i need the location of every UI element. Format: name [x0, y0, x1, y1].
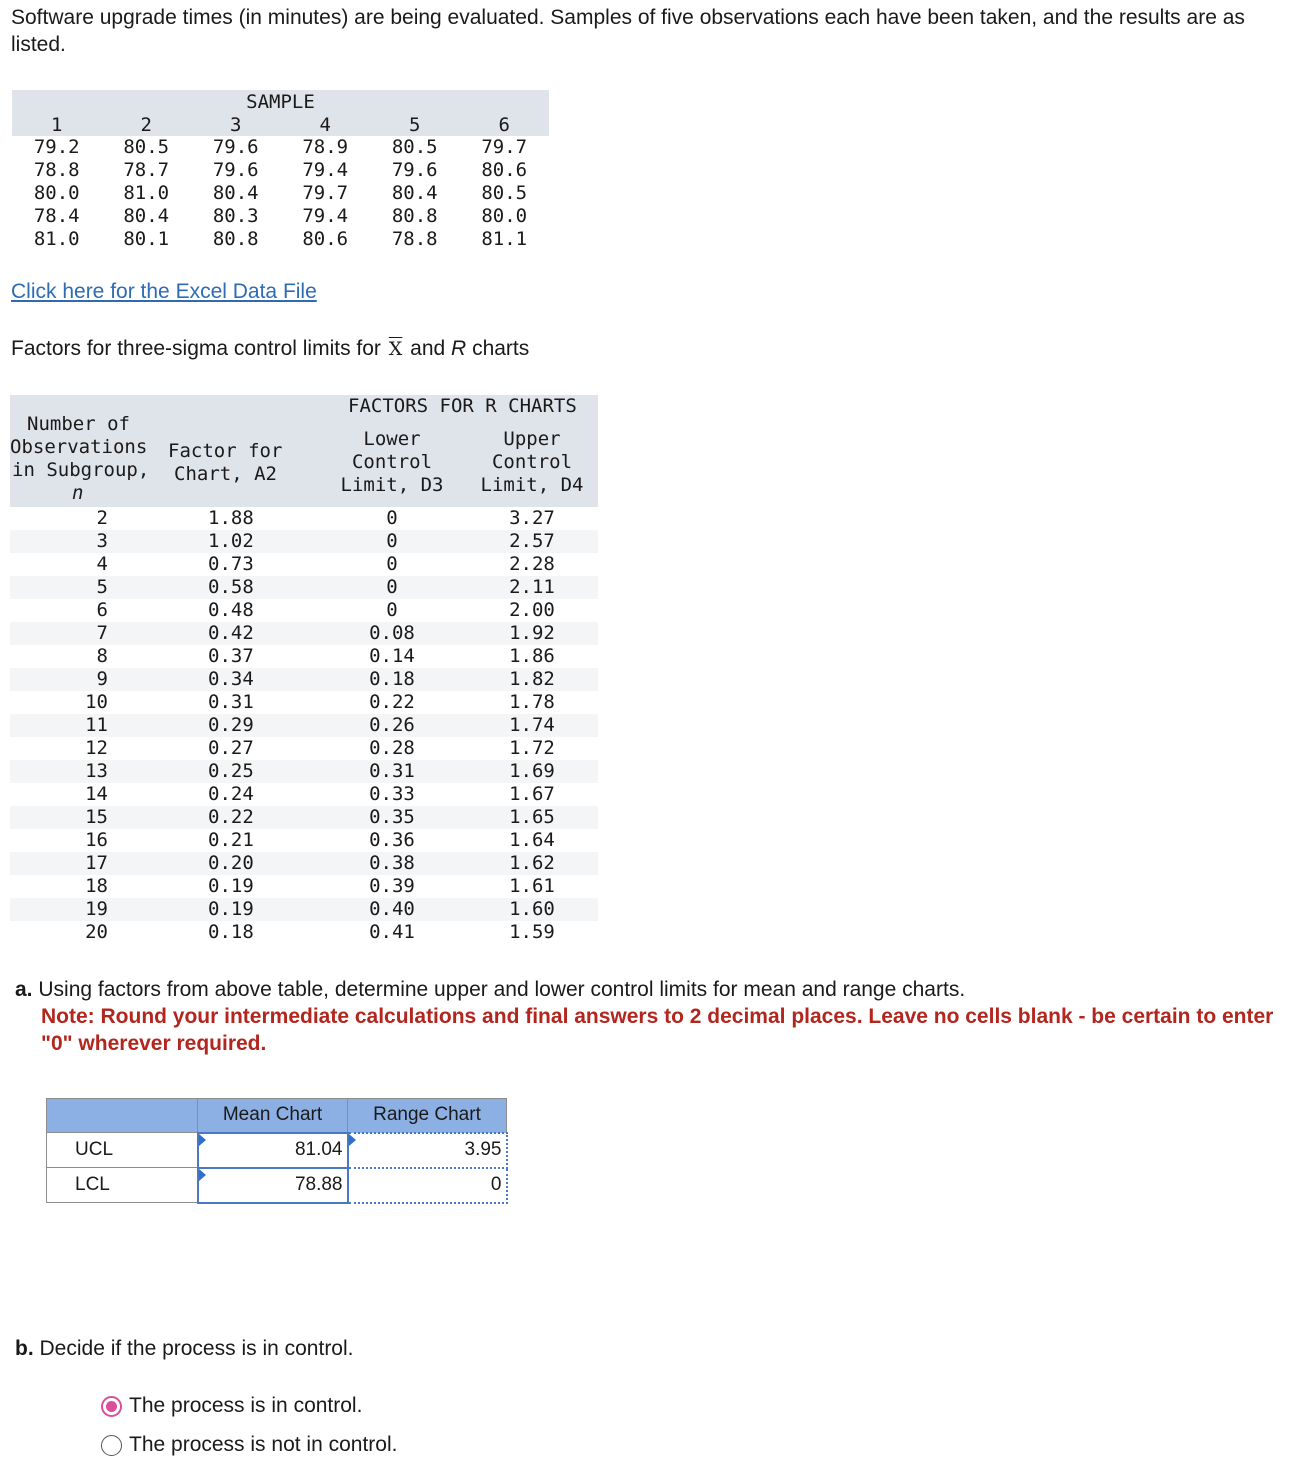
sample-cell: 79.4: [302, 205, 349, 227]
radio-selected-icon[interactable]: [101, 1396, 122, 1417]
header-r-group: [318, 395, 598, 418]
factor-n-cell: 18: [85, 875, 108, 897]
lcl-mean-value: 78.88: [294, 1174, 343, 1195]
header-n-line: Observations: [10, 436, 148, 458]
lcl-range-input[interactable]: [348, 1168, 507, 1203]
sample-cell: 78.4: [33, 205, 80, 227]
sample-cell: 80.4: [123, 205, 170, 227]
factor-d4-cell: 1.86: [509, 645, 555, 667]
factor-d3-cell: 0: [386, 599, 398, 621]
lcl-mean-input[interactable]: [198, 1168, 348, 1203]
factor-d3-cell: 0: [386, 507, 398, 529]
answer-table: [46, 1098, 508, 1204]
factor-a2-cell: 0.19: [208, 898, 254, 920]
factor-d3-cell: 0.26: [369, 714, 415, 736]
factor-n-cell: 15: [85, 806, 108, 828]
ucl-mean-value: 81.04: [294, 1139, 343, 1160]
sample-col-header: 5: [409, 113, 421, 136]
factor-d3-cell: 0.40: [369, 898, 415, 920]
answer-flag-icon: [199, 1134, 206, 1146]
table-row: [10, 576, 598, 599]
factor-d4-cell: 1.82: [509, 668, 555, 690]
factor-d3-cell: 0.18: [369, 668, 415, 690]
factor-n-cell: 14: [85, 783, 108, 805]
ucl-range-value: 3.95: [464, 1139, 502, 1160]
factors-table: [10, 395, 598, 944]
sample-group-header-row: [12, 90, 549, 113]
factor-d4-cell: 2.28: [509, 553, 555, 575]
header-a2: [166, 395, 318, 507]
header-n-line: Number of: [27, 413, 130, 435]
answer-row-ucl: [47, 1133, 507, 1168]
lcl-range-value: 0: [490, 1174, 502, 1195]
factor-d3-cell: 0.31: [369, 760, 415, 782]
table-row: [10, 668, 598, 691]
table-row: [10, 783, 598, 806]
xbar-symbol: $\overline{X}$: [388, 338, 403, 360]
factor-d4-cell: 1.65: [509, 806, 555, 828]
ucl-mean-input[interactable]: [198, 1133, 348, 1168]
factor-n-cell: 3: [96, 530, 108, 552]
table-row: [10, 714, 598, 737]
header-n-line: in Subgroup,: [12, 459, 150, 481]
factor-d4-cell: 1.72: [509, 737, 555, 759]
sample-table: [12, 90, 549, 251]
factor-n-cell: 6: [96, 599, 108, 621]
table-row: [10, 507, 598, 530]
factor-a2-cell: 0.25: [208, 760, 254, 782]
sample-column-header-row: [12, 113, 549, 136]
sample-cell: 80.8: [212, 228, 259, 250]
sample-col-header: 4: [319, 113, 331, 136]
sample-col-header: 1: [51, 113, 63, 136]
table-row: [10, 806, 598, 829]
part-b: [15, 1337, 354, 1361]
sample-cell: 79.2: [33, 136, 80, 158]
answer-flag-icon: [349, 1134, 356, 1146]
sample-cell: 79.6: [212, 136, 259, 158]
sample-cell: 80.1: [123, 228, 170, 250]
sample-cell: 78.8: [391, 228, 438, 250]
factor-n-cell: 11: [85, 714, 108, 736]
header-d4-line: Limit, D4: [480, 474, 584, 496]
factor-n-cell: 17: [85, 852, 108, 874]
sample-cell: 79.4: [302, 159, 349, 181]
factor-d3-cell: 0.36: [369, 829, 415, 851]
factor-d3-cell: 0: [386, 576, 398, 598]
header-d4-line: Control: [491, 451, 573, 473]
header-d3-line: Control: [351, 451, 433, 473]
answer-header-row: [47, 1099, 507, 1133]
header-d3-line: Limit, D3: [340, 474, 444, 496]
factor-d4-cell: 1.78: [509, 691, 555, 713]
table-row: [12, 205, 549, 228]
sample-col-header: 6: [498, 113, 510, 136]
factors-body: [10, 507, 598, 944]
sample-cell: 78.7: [123, 159, 170, 181]
factor-d4-cell: 1.62: [509, 852, 555, 874]
sample-cell: 80.5: [123, 136, 170, 158]
sample-cell: 79.6: [212, 159, 259, 181]
factor-n-cell: 8: [96, 645, 108, 667]
sample-cell: 81.0: [33, 228, 80, 250]
table-row: [10, 553, 598, 576]
factor-d4-cell: 3.27: [509, 507, 555, 529]
header-d4-line: Upper: [503, 428, 561, 450]
part-b-label: b.: [15, 1337, 34, 1360]
table-row: [12, 159, 549, 182]
sample-cell: 79.7: [481, 136, 528, 158]
header-d3: [318, 418, 466, 507]
factor-a2-cell: 0.73: [208, 553, 254, 575]
sample-cell: 80.5: [481, 182, 528, 204]
part-a-text: Using factors from above table, determine upper and lower control limits for mean and range charts.: [38, 978, 966, 1001]
answer-header-blank: [47, 1099, 198, 1133]
factor-a2-cell: 0.58: [208, 576, 254, 598]
row-label-ucl: UCL: [47, 1133, 198, 1168]
factor-d4-cell: 1.67: [509, 783, 555, 805]
radio-unselected-icon[interactable]: [101, 1435, 122, 1456]
factor-a2-cell: 0.31: [208, 691, 254, 713]
table-row: [10, 737, 598, 760]
sample-cell: 80.0: [33, 182, 80, 204]
sample-cell: 80.5: [391, 136, 438, 158]
factor-d3-cell: 0.33: [369, 783, 415, 805]
factor-n-cell: 19: [85, 898, 108, 920]
intro-text: Software upgrade times (in minutes) are being evaluated. Samples of five observations each have been taken, and the results are as listed.: [11, 6, 1245, 56]
factor-d4-cell: 1.59: [509, 921, 555, 943]
option-in-control[interactable]: [101, 1394, 362, 1418]
factor-n-cell: 12: [85, 737, 108, 759]
factor-d3-cell: 0.38: [369, 852, 415, 874]
part-a: [15, 976, 1275, 1057]
factor-d4-cell: 1.74: [509, 714, 555, 736]
factor-d3-cell: 0: [386, 530, 398, 552]
factor-d3-cell: 0.22: [369, 691, 415, 713]
factor-n-cell: 5: [96, 576, 108, 598]
header-a2-line: Chart, A2: [174, 463, 277, 485]
sample-cell: 80.4: [212, 182, 259, 204]
sample-cell: 80.3: [212, 205, 259, 227]
sample-cell: 80.4: [391, 182, 438, 204]
answer-flag-icon: [199, 1169, 206, 1181]
factor-d3-cell: 0.14: [369, 645, 415, 667]
factor-n-cell: 20: [85, 921, 108, 943]
factor-n-cell: 9: [96, 668, 108, 690]
option-not-in-control[interactable]: [101, 1433, 397, 1457]
factor-a2-cell: 0.34: [208, 668, 254, 690]
answer-row-lcl: [47, 1168, 507, 1203]
header-d3-line: Lower: [363, 428, 421, 450]
sample-cell: 79.7: [302, 182, 349, 204]
factor-d4-cell: 1.92: [509, 622, 555, 644]
option-label: The process is not in control.: [129, 1433, 398, 1456]
header-n-symbol: n: [72, 482, 84, 504]
factors-header-row: [10, 395, 598, 418]
sample-cell: 81.0: [123, 182, 170, 204]
factor-a2-cell: 0.48: [208, 599, 254, 621]
factor-d4-cell: 2.00: [509, 599, 555, 621]
sample-group-header: SAMPLE: [246, 90, 315, 113]
header-d4: [466, 418, 598, 507]
table-row: [10, 829, 598, 852]
factor-a2-cell: 0.20: [208, 852, 254, 874]
factor-d3-cell: 0.08: [369, 622, 415, 644]
sample-cell: 79.6: [391, 159, 438, 181]
part-b-text: Decide if the process is in control.: [39, 1337, 354, 1360]
r-symbol: R: [451, 337, 467, 360]
factor-n-cell: 7: [96, 622, 108, 644]
factor-a2-cell: 0.21: [208, 829, 254, 851]
sample-cell: 80.6: [302, 228, 349, 250]
option-label: The process is in control.: [129, 1394, 363, 1417]
table-row: [10, 599, 598, 622]
table-row: [10, 760, 598, 783]
sample-cell: 78.9: [302, 136, 349, 158]
factor-d4-cell: 2.57: [509, 530, 555, 552]
sample-col-header: 3: [230, 113, 242, 136]
ucl-range-input[interactable]: [348, 1133, 507, 1168]
sample-cell: 80.6: [481, 159, 528, 181]
sample-cell: 80.8: [391, 205, 438, 227]
factor-a2-cell: 1.88: [208, 507, 254, 529]
header-a2-line: Factor for: [168, 440, 283, 462]
factor-a2-cell: 0.18: [208, 921, 254, 943]
factor-n-cell: 16: [85, 829, 108, 851]
factors-title-after: charts: [472, 337, 530, 360]
table-row: [10, 645, 598, 668]
header-r-group-label: FACTORS FOR R CHARTS: [348, 395, 577, 417]
factor-d4-cell: 2.11: [509, 576, 555, 598]
table-row: [10, 530, 598, 553]
factor-d3-cell: 0.39: [369, 875, 415, 897]
table-row: [12, 136, 549, 159]
factors-title: [11, 337, 529, 361]
table-row: [12, 182, 549, 205]
table-row: [10, 622, 598, 645]
factor-d4-cell: 1.60: [509, 898, 555, 920]
answer-header-mean: Mean Chart: [198, 1099, 348, 1133]
factors-title-middle: and: [410, 337, 446, 360]
sample-cell: 78.8: [33, 159, 80, 181]
factor-a2-cell: 0.37: [208, 645, 254, 667]
factor-d3-cell: 0.28: [369, 737, 415, 759]
factor-n-cell: 4: [96, 553, 108, 575]
table-row: [12, 228, 549, 251]
header-n: [10, 395, 166, 507]
sample-col-header: 2: [140, 113, 152, 136]
factor-a2-cell: 1.02: [208, 530, 254, 552]
table-row: [10, 691, 598, 714]
excel-data-link[interactable]: Click here for the Excel Data File: [11, 280, 317, 303]
factor-a2-cell: 0.27: [208, 737, 254, 759]
factor-n-cell: 2: [96, 507, 108, 529]
factor-a2-cell: 0.24: [208, 783, 254, 805]
factor-d4-cell: 1.69: [509, 760, 555, 782]
factor-n-cell: 10: [85, 691, 108, 713]
table-row: [10, 898, 598, 921]
factor-a2-cell: 0.42: [208, 622, 254, 644]
part-a-note: Note: Round your intermediate calculations and final answers to 2 decimal places. Leave no cells blank - be certain to enter "0" wherever required.: [41, 1005, 1274, 1055]
table-row: [10, 921, 598, 944]
factor-d3-cell: 0: [386, 553, 398, 575]
factor-d3-cell: 0.35: [369, 806, 415, 828]
table-row: [10, 875, 598, 898]
sample-cell: 80.0: [481, 205, 528, 227]
factor-a2-cell: 0.22: [208, 806, 254, 828]
sample-cell: 81.1: [481, 228, 528, 250]
answer-header-range: Range Chart: [348, 1099, 507, 1133]
row-label-lcl: LCL: [47, 1168, 198, 1203]
factor-d4-cell: 1.61: [509, 875, 555, 897]
table-row: [10, 852, 598, 875]
factor-a2-cell: 0.19: [208, 875, 254, 897]
factor-n-cell: 13: [85, 760, 108, 782]
factor-d4-cell: 1.64: [509, 829, 555, 851]
factor-d3-cell: 0.41: [369, 921, 415, 943]
factors-title-before: Factors for three-sigma control limits for: [11, 337, 381, 360]
factor-a2-cell: 0.29: [208, 714, 254, 736]
part-a-label: a.: [15, 978, 33, 1001]
